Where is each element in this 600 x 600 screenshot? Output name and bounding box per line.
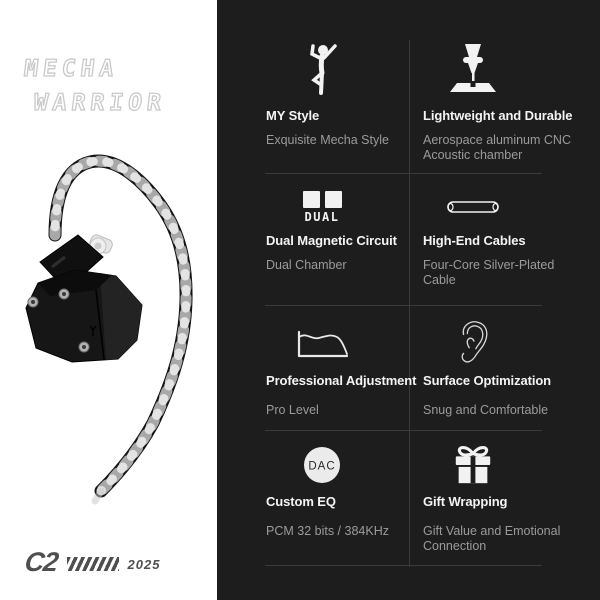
feature-title: Professional Adjustment — [266, 373, 417, 388]
feature-cables — [410, 173, 600, 305]
feature-dual-magnetic — [217, 173, 410, 305]
feature-gift-wrapping — [410, 430, 600, 565]
brand-title-line1: MECHA — [22, 56, 120, 82]
feature-custom-eq — [217, 430, 410, 565]
logo-model: C2 — [22, 547, 60, 577]
feature-desc: PCM 32 bits / 384KHz — [266, 524, 389, 538]
dancing-person-icon — [266, 40, 378, 98]
feature-surface-optimization — [410, 305, 600, 430]
feature-desc: Pro Level — [266, 403, 319, 417]
feature-title: Dual Magnetic Circuit — [266, 233, 397, 248]
earphone-product-photo — [0, 140, 215, 510]
feature-title: Lightweight and Durable — [423, 108, 573, 123]
earphone-body — [26, 270, 142, 362]
brand-title-line2: WARRIOR — [32, 90, 168, 116]
ear-icon — [423, 321, 523, 365]
hero-section — [0, 0, 217, 600]
gift-box-icon — [423, 444, 523, 486]
feature-panel — [217, 0, 600, 600]
feature-title: High-End Cables — [423, 233, 526, 248]
feature-title: Custom EQ — [266, 494, 336, 509]
cnc-machine-icon — [423, 40, 523, 98]
feature-title: MY Style — [266, 108, 320, 123]
brand-title — [18, 52, 172, 120]
logo-stripes-icon — [67, 557, 119, 571]
dual-blocks-icon — [266, 187, 378, 227]
dac-circle-icon — [266, 444, 378, 486]
feature-lightweight-durable — [410, 0, 600, 173]
feature-desc: Gift Value and Emotional Connection — [423, 524, 561, 553]
dual-label: DUAL — [304, 209, 340, 224]
frequency-curve-icon — [266, 321, 378, 365]
feature-desc: Dual Chamber — [266, 258, 347, 272]
bottom-logo — [22, 547, 161, 578]
feature-desc: Four-Core Silver-Plated Cable — [423, 258, 555, 287]
dac-label: DAC — [308, 460, 336, 473]
feature-desc: Snug and Comfortable — [423, 403, 549, 417]
feature-title: Gift Wrapping — [423, 494, 508, 509]
cable-tube-icon — [423, 187, 523, 227]
feature-desc: Exquisite Mecha Style — [266, 133, 389, 147]
feature-desc: Aerospace aluminum CNC Acoustic chamber — [423, 133, 571, 162]
feature-title: Surface Optimization — [423, 373, 552, 388]
horizontal-divider — [265, 565, 542, 566]
logo-year: 2025 — [127, 556, 161, 572]
feature-my-style — [217, 0, 410, 173]
feature-professional-adjustment — [217, 305, 417, 430]
